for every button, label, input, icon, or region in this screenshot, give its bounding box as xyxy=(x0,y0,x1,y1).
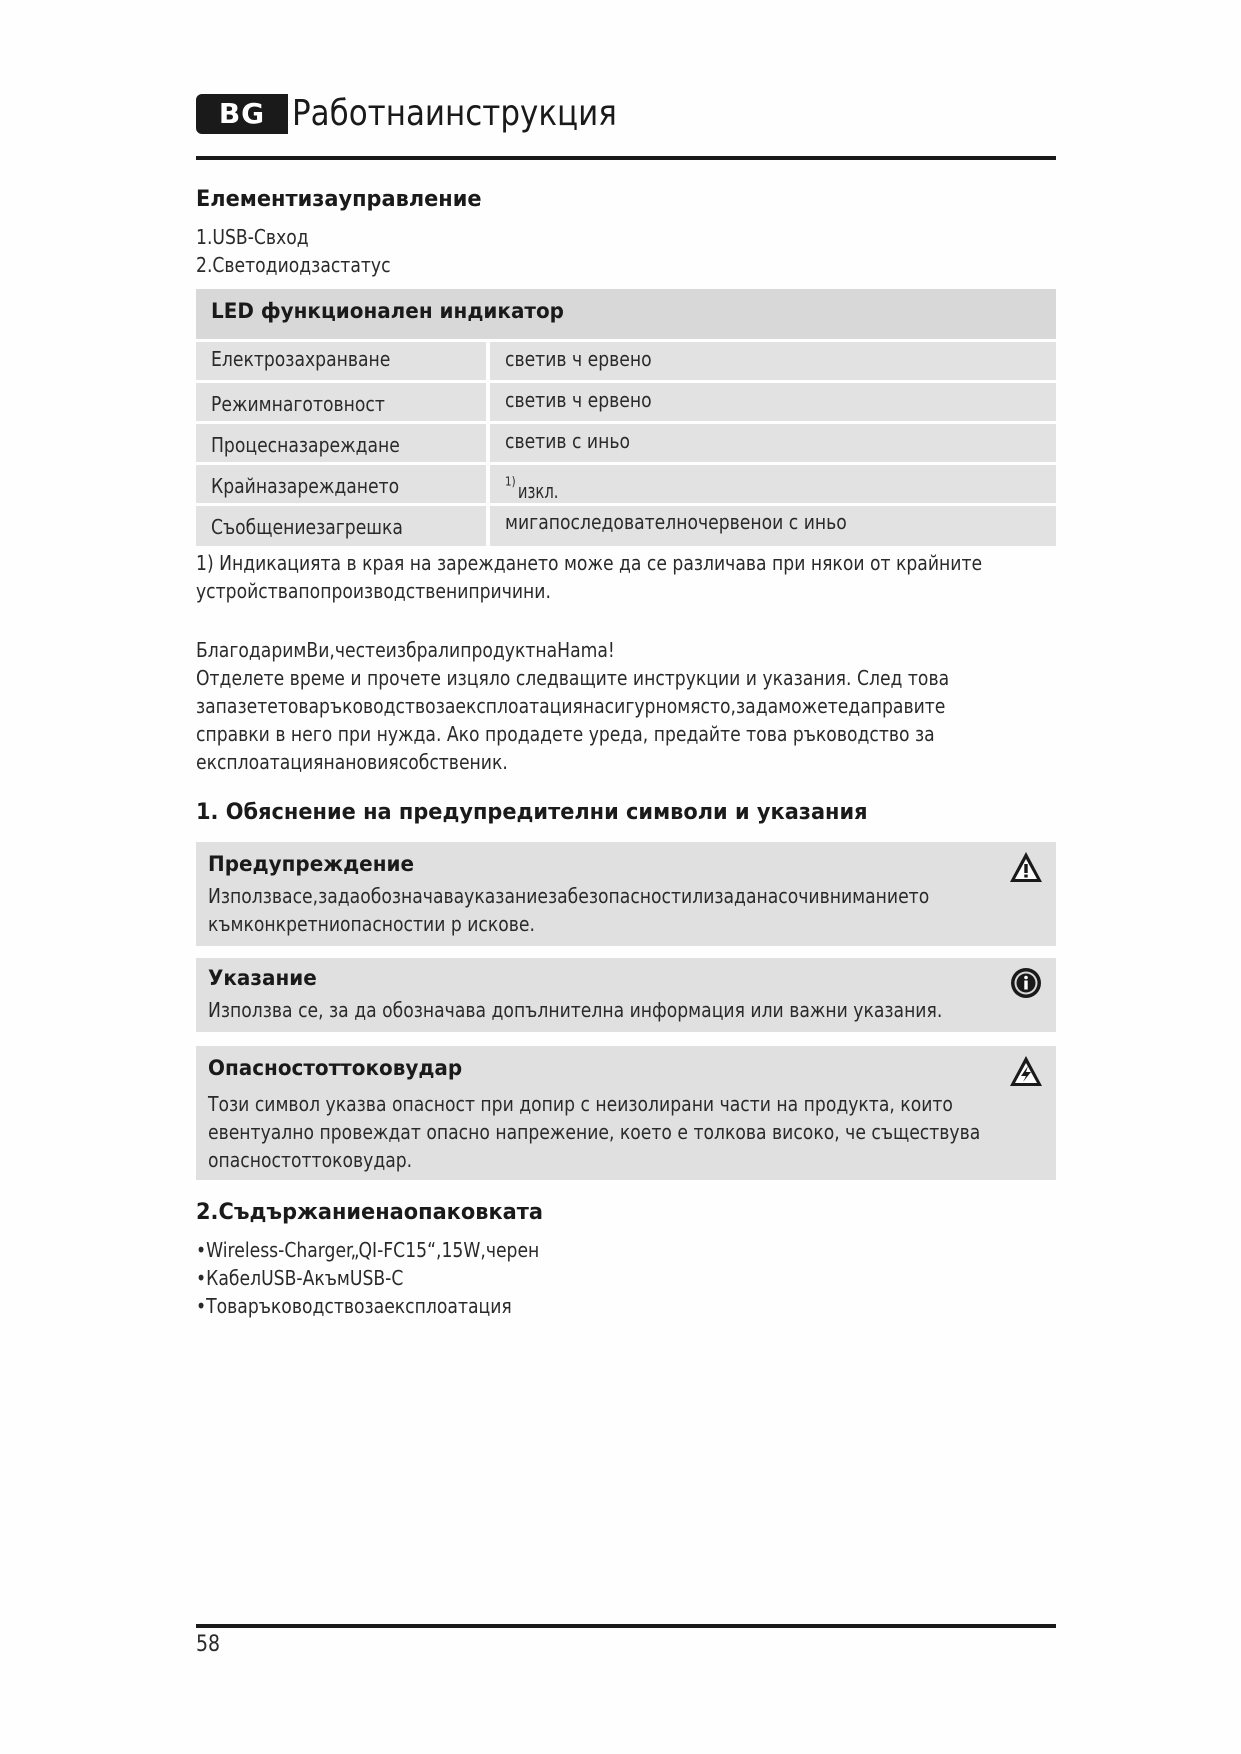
electric-hazard-box-title: Опасностоттоковудар xyxy=(208,1056,463,1080)
led-state-cell xyxy=(196,506,486,546)
led-indication-label: светив ч ервено xyxy=(505,388,652,412)
led-indication-label xyxy=(505,474,559,503)
note-box-line-1: Използва се, за да обозначава допълнителна информация или важни указания. xyxy=(208,998,943,1022)
controls-heading: Елементизауправление xyxy=(196,187,482,212)
led-table-header xyxy=(196,289,1056,339)
led-indication-text: изкл. xyxy=(517,479,559,503)
footer-divider xyxy=(196,1624,1056,1628)
footnote-marker: 1) xyxy=(505,474,516,489)
led-indication-label: светив ч ервено xyxy=(505,347,652,371)
table-row xyxy=(196,383,1056,421)
package-item-2: •КабелUSB-АкъмUSB-C xyxy=(196,1266,404,1290)
led-indication-cell xyxy=(490,506,1056,546)
table-row xyxy=(196,465,1056,503)
led-state-label: Съобщениезагрешка xyxy=(211,515,403,539)
electric-hazard-box-line-3: опасностоттоковудар. xyxy=(208,1148,413,1172)
electric-hazard-box xyxy=(196,1046,1056,1180)
warning-box-line-1: Използвасе,задаобозначавауказаниезабезопасностилизаданасочивниманието xyxy=(208,884,930,908)
led-footnote-line-1: 1) Индикацията в края на зареждането може да се различава при някои от крайните xyxy=(196,551,983,575)
table-row xyxy=(196,342,1056,380)
controls-item-2: 2.Светодиодзастатус xyxy=(196,253,391,277)
led-indication-cell xyxy=(490,465,1056,503)
led-indication-cell xyxy=(490,342,1056,380)
table-row xyxy=(196,424,1056,462)
led-state-cell xyxy=(196,465,486,503)
led-table-title: LED функционален индикатор xyxy=(211,299,564,323)
intro-line-4: справки в него при нужда. Ако продадете уреда, предайте това ръководство за xyxy=(196,722,935,746)
led-state-label: Крайназарежданeто xyxy=(211,474,400,498)
led-indication-label: светив с иньо xyxy=(505,429,630,453)
language-badge: BG xyxy=(196,94,288,134)
warning-box-title: Предупреждение xyxy=(208,852,415,876)
led-indication-label: мигапоследователночервенои с иньо xyxy=(505,510,847,534)
led-state-label: Режимнаготовност xyxy=(211,392,385,416)
header-divider xyxy=(196,156,1056,160)
section1-heading: 1. Обяснение на предупредителни символи и указания xyxy=(196,800,868,825)
intro-line-2: Отделете време и прочете изцяло следващите инструкции и указания. След това xyxy=(196,666,950,690)
led-state-label: Процесназареждане xyxy=(211,433,400,457)
intro-line-3: запазететоваръководствозаексплоатациянасигурномясто,задаможетедаправите xyxy=(196,694,946,718)
warning-box-line-2: къмконкретниопасностии р искове. xyxy=(208,912,535,936)
note-box-title: Указание xyxy=(208,966,317,990)
document-title: Работнаинструкция xyxy=(292,93,617,134)
warning-triangle-icon xyxy=(1008,850,1044,884)
warning-box xyxy=(196,842,1056,946)
intro-line-5: експлоатациянановиясобственик. xyxy=(196,750,508,774)
led-state-cell xyxy=(196,424,486,462)
page-header xyxy=(196,88,1056,160)
section2-heading: 2.Съдържаниенаопаковката xyxy=(196,1200,543,1225)
package-item-1: •Wireless-Charger„QI-FC15“,15W,черен xyxy=(196,1238,540,1262)
led-footnote-line-2: устройствапопроизводствeнипричини. xyxy=(196,579,551,603)
electric-hazard-box-line-1: Този символ указва опасност при допир с неизолирани части на продукта, които xyxy=(208,1092,953,1116)
intro-line-1: БлагодаримВи,честеизбралипродуктнаHama! xyxy=(196,638,615,662)
package-item-3: •Товаръководствозаексплоатация xyxy=(196,1294,512,1318)
led-state-cell xyxy=(196,383,486,421)
table-row xyxy=(196,506,1056,546)
electric-hazard-box-line-2: евентуално провеждат опасно напрежение, което е толкова високо, че съществува xyxy=(208,1120,981,1144)
led-indication-cell xyxy=(490,383,1056,421)
led-state-label: Електрозахранване xyxy=(211,347,391,371)
electric-hazard-icon xyxy=(1008,1054,1044,1088)
controls-item-1: 1.USB-Cвход xyxy=(196,225,309,249)
info-icon xyxy=(1008,966,1044,1000)
page-number: 58 xyxy=(196,1632,221,1657)
led-state-cell xyxy=(196,342,486,380)
led-indication-cell xyxy=(490,424,1056,462)
note-box xyxy=(196,958,1056,1032)
